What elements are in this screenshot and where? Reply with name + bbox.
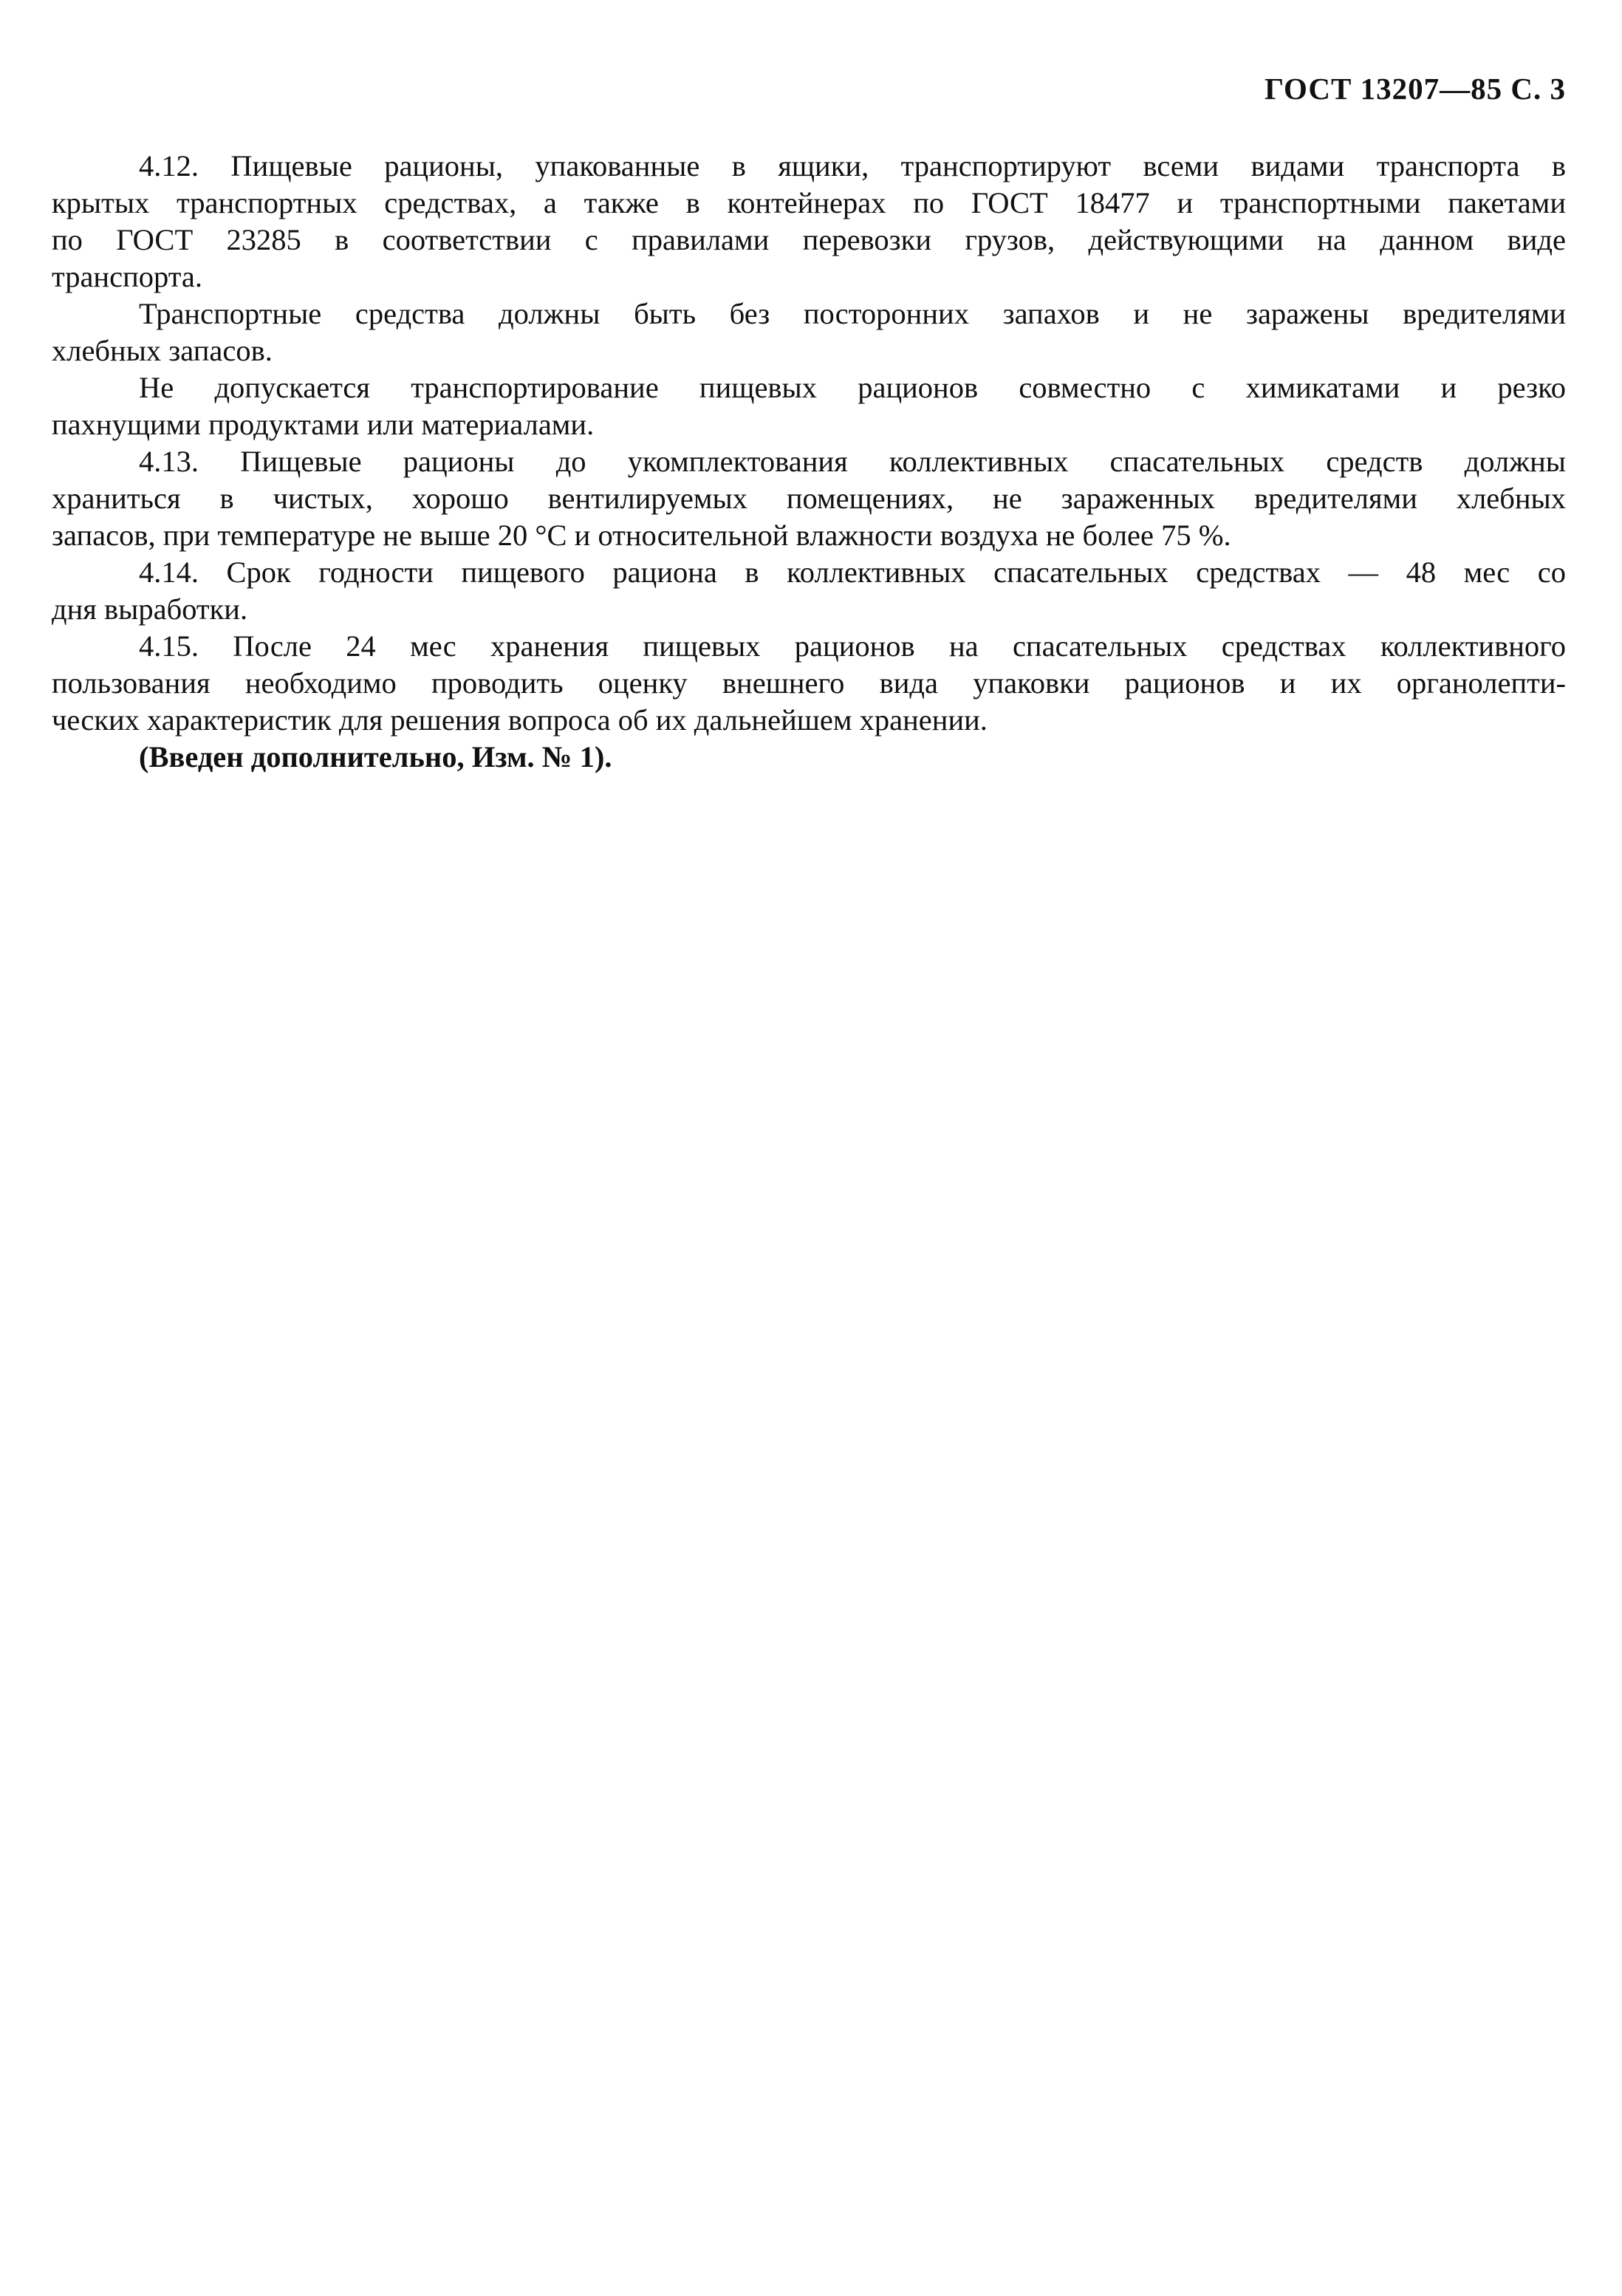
text-line: Транспортные средства должны быть без посторонних запахов и не заражены вредителями [139,297,1566,330]
text-line: пахнущими продуктами или материалами. [52,408,595,441]
document-body [52,148,1566,776]
text-line: по ГОСТ 23285 в соответствии с правилами перевозки грузов, действующими на данном виде [52,223,1566,256]
text-line: транспорта. [52,260,203,293]
text-line: дня выработки. [52,592,248,626]
text-line: храниться в чистых, хорошо вентилируемых помещениях, не зараженных вредителями хлебных [52,482,1566,515]
text-line: 4.12. Пищевые рационы, упакованные в ящики, транспортируют всеми видами транспорта в [139,149,1566,182]
text-line: пользования необходимо проводить оценку внешнего вида упаковки рационов и их органолепти- [52,666,1566,700]
amendment-note: (Введен дополнительно, Изм. № 1). [139,740,612,773]
text-line: запасов, при температуре не выше 20 °С и относительной влажности воздуха не более 75 %. [52,519,1231,552]
text-line: крытых транспортных средствах, а также в контейнерах по ГОСТ 18477 и транспортными пакетами [52,186,1566,219]
page-running-title: ГОСТ 13207—85 С. 3 [1264,72,1566,106]
text-line: 4.14. Срок годности пищевого рациона в коллективных спасательных средствах — 48 мес со [139,556,1566,589]
text-line: хлебных запасов. [52,334,273,367]
text-line: 4.13. Пищевые рационы до укомплектования коллективных спасательных средств должны [139,445,1566,478]
text-line: Не допускается транспортирование пищевых рационов совместно с химикатами и резко [139,371,1566,404]
text-line: ческих характеристик для решения вопроса об их дальнейшем хранении. [52,703,988,737]
text-line: 4.15. После 24 мес хранения пищевых рационов на спасательных средствах коллективного [139,629,1566,663]
